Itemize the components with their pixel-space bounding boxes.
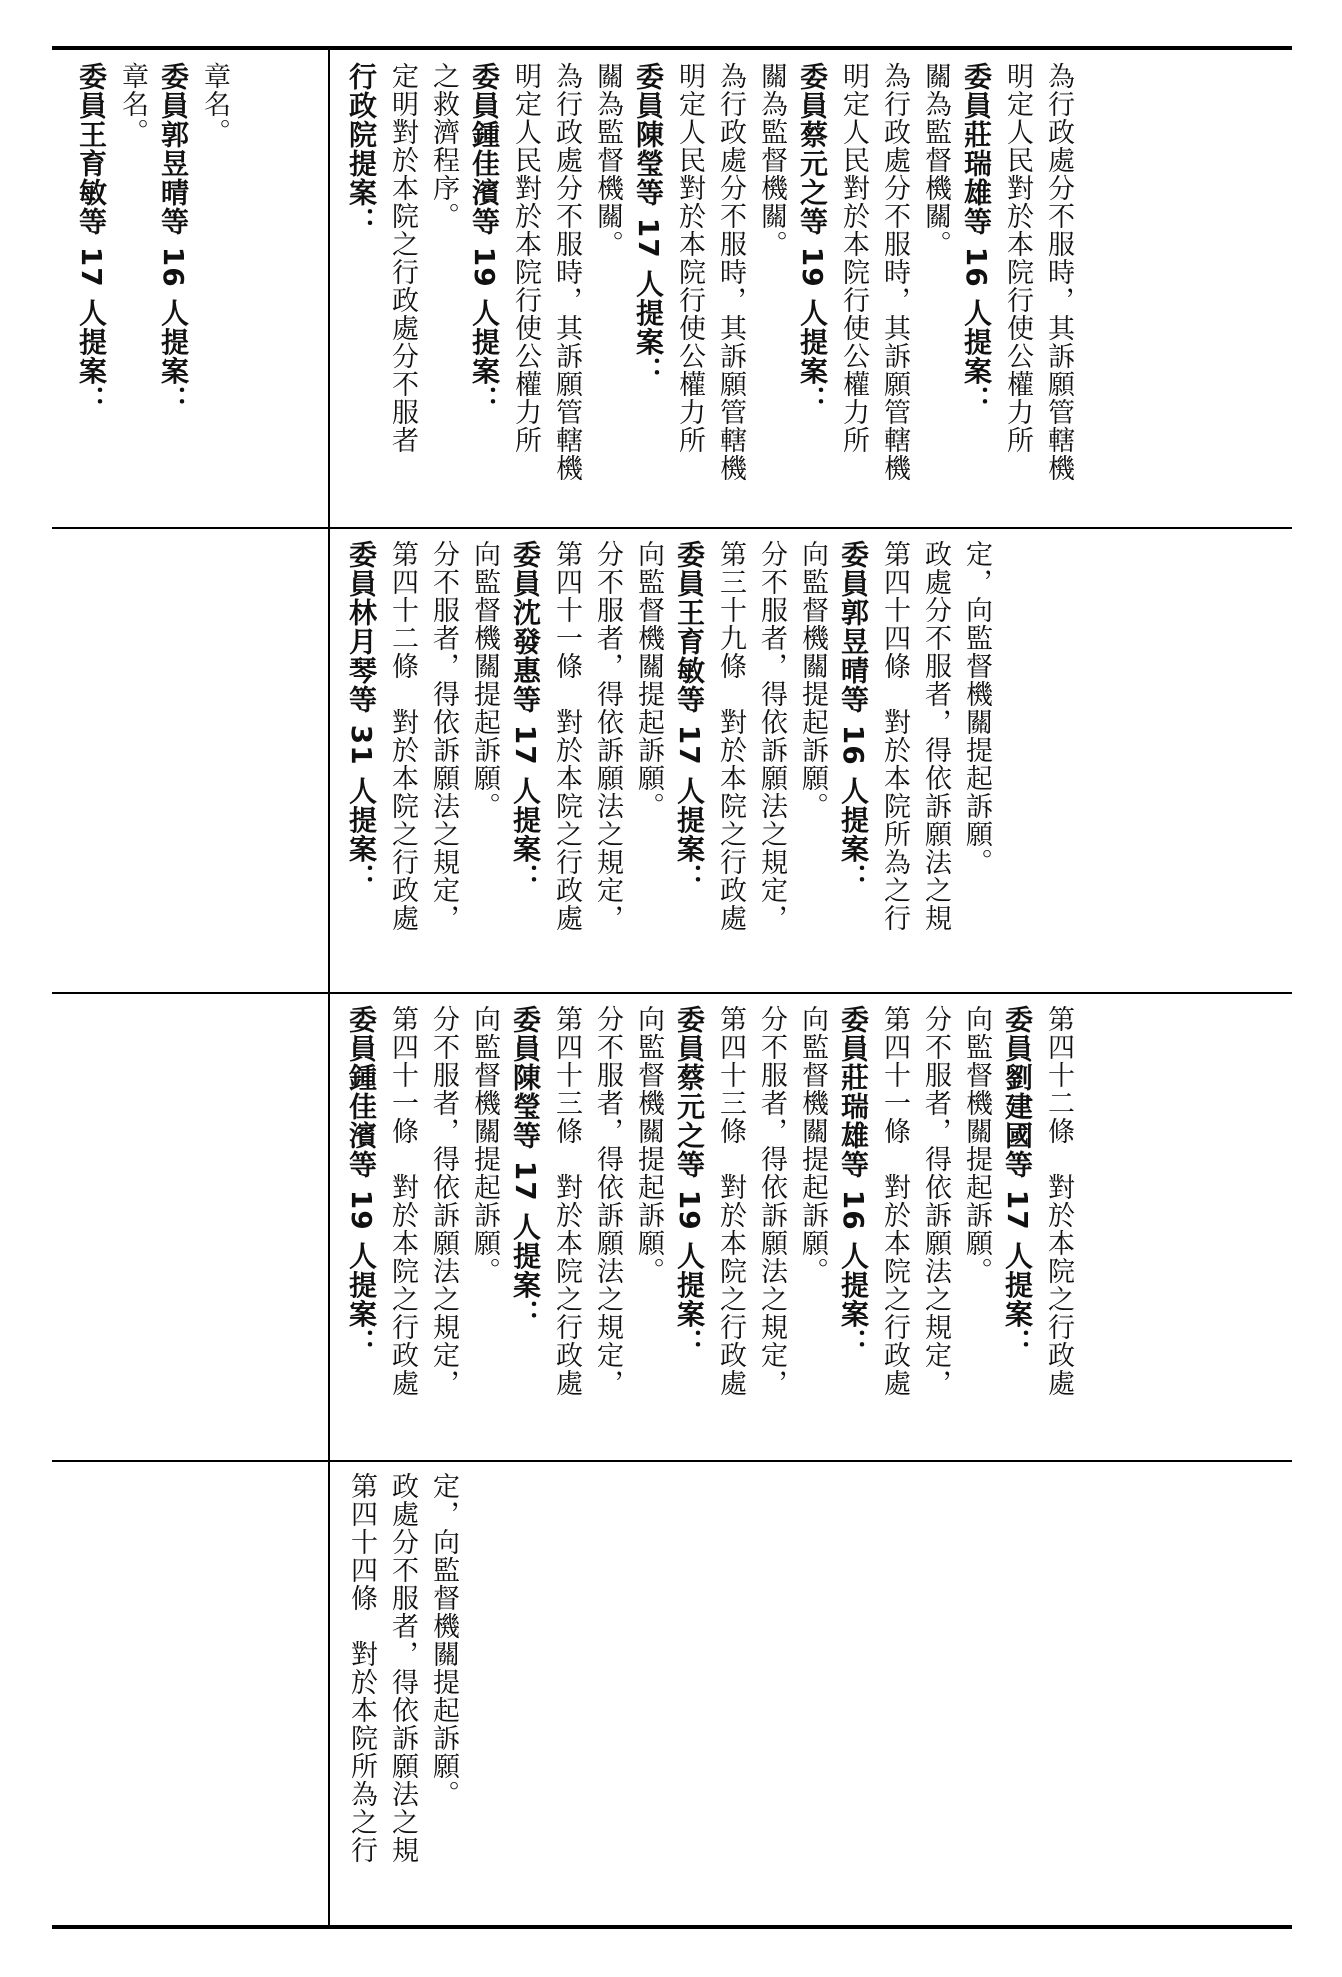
clause-line: 明定人民對於本院行使公權力所 [510,62,541,454]
clause-line: 第四十二條 對於本院之行政處 [1043,1005,1074,1397]
table-bottom-rule [52,1925,1292,1929]
clause-line: 為行政處分不服時，其訴願管轄機 [1043,62,1074,482]
row3-bottom-rule [52,1460,1292,1462]
row1-bottom-rule [52,527,1292,529]
clause-line: 關為監督機關。 [920,62,951,258]
clause-line: 分不服者，得依訴願法之規定， [920,1005,951,1397]
proposal-heading: 行政院提案： [345,62,378,236]
clause-line: 向監督機關提起訴願。 [797,540,828,820]
row4-cell [340,1472,1290,1917]
clause-line: 第四十三條 對於本院之行政處 [715,1005,746,1397]
column-divider [328,46,330,1929]
clause-line: 明定人民對於本院行使公權力所 [1002,62,1033,454]
clause-line: 定，向監督機關提起訴願。 [961,540,992,876]
clause-line: 向監督機關提起訴願。 [797,1005,828,1285]
clause-line: 第三十九條 對於本院之行政處 [715,540,746,932]
clause-line: 為行政處分不服時，其訴願管轄機 [715,62,746,482]
clause-line: 分不服者，得依訴願法之規定， [592,1005,623,1397]
proposal-heading: 委員莊瑞雄等 16 人提案： [837,1005,870,1358]
proposal-heading: 委員鍾佳濱等 19 人提案： [345,1005,378,1358]
clause-line: 為行政處分不服時，其訴願管轄機 [551,62,582,482]
clause-line: 向監督機關提起訴願。 [469,540,500,820]
clause-line: 第四十一條 對於本院之行政處 [879,1005,910,1397]
clause-line: 第四十四條 對於本院所為之行 [879,540,910,932]
clause-line: 分不服者，得依訴願法之規定， [592,540,623,932]
clause-line: 第四十三條 對於本院之行政處 [551,1005,582,1397]
proposal-heading: 委員郭昱晴等 16 人提案： [837,540,870,893]
clause-line: 之救濟程序。 [428,62,459,230]
clause-line: 分不服者，得依訴願法之規定， [756,1005,787,1397]
clause-line: 明定人民對於本院行使公權力所 [674,62,705,454]
proposal-heading: 委員王育敏等 17 人提案： [75,62,108,415]
clause-line: 政處分不服者，得依訴願法之規 [920,540,951,932]
clause-line: 為行政處分不服時，其訴願管轄機 [879,62,910,482]
clause-line: 定明對於本院之行政處分不服者 [387,62,418,454]
proposal-heading: 委員王育敏等 17 人提案： [673,540,706,893]
row3-cell [340,1005,1290,1455]
clause-line: 關為監督機關。 [592,62,623,258]
proposal-heading: 委員陳瑩等 17 人提案： [632,62,665,386]
clause-line: 定，向監督機關提起訴願。 [428,1472,459,1808]
clause-line: 章名。 [199,62,230,146]
clause-line: 政處分不服者，得依訴願法之規 [387,1472,418,1864]
clause-line: 向監督機關提起訴願。 [961,1005,992,1285]
row2-bottom-rule [52,992,1292,994]
proposal-heading: 委員蔡元之等 19 人提案： [796,62,829,415]
clause-line: 章名。 [117,62,148,146]
proposal-heading: 委員陳瑩等 17 人提案： [509,1005,542,1329]
clause-line: 向監督機關提起訴願。 [469,1005,500,1285]
row1-left-cell [70,62,320,522]
clause-line: 分不服者，得依訴願法之規定， [756,540,787,932]
proposal-heading: 委員林月琴等 31 人提案： [345,540,378,893]
proposal-heading: 委員蔡元之等 19 人提案： [673,1005,706,1358]
clause-line: 第四十二條 對於本院之行政處 [387,540,418,932]
row2-cell [340,540,1290,985]
proposal-heading: 委員莊瑞雄等 16 人提案： [960,62,993,415]
proposal-heading: 委員鍾佳濱等 19 人提案： [468,62,501,415]
proposal-heading: 委員沈發惠等 17 人提案： [509,540,542,893]
proposal-heading: 委員郭昱晴等 16 人提案： [157,62,190,415]
clause-line: 第四十四條 對於本院所為之行 [346,1472,377,1864]
clause-line: 向監督機關提起訴願。 [633,1005,664,1285]
clause-line: 明定人民對於本院行使公權力所 [838,62,869,454]
clause-line: 分不服者，得依訴願法之規定， [428,540,459,932]
clause-line: 關為監督機關。 [756,62,787,258]
clause-line: 向監督機關提起訴願。 [633,540,664,820]
clause-line: 第四十一條 對於本院之行政處 [551,540,582,932]
clause-line: 第四十一條 對於本院之行政處 [387,1005,418,1397]
clause-line: 分不服者，得依訴願法之規定， [428,1005,459,1397]
row1-right-cell [340,62,1290,522]
proposal-heading: 委員劉建國等 17 人提案： [1001,1005,1034,1358]
table-top-rule [52,46,1292,50]
